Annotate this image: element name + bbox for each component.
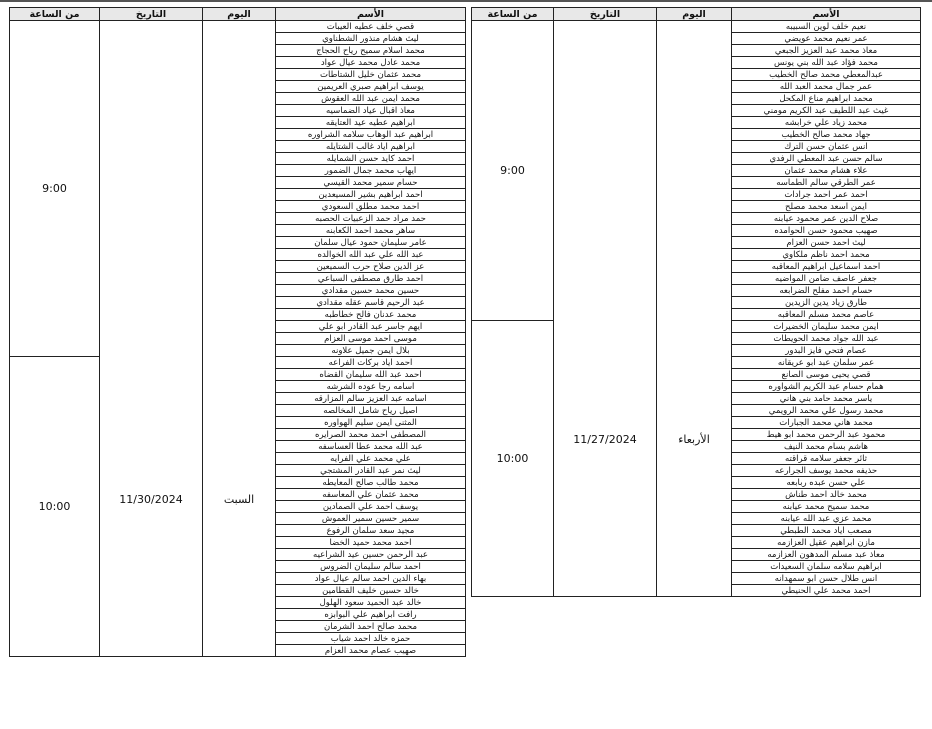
table-row [10,21,466,33]
student-name-cell: معاذ محمد عبد العزيز الجبعي [732,45,921,57]
student-name-cell: محمد سميح محمد عيابنه [732,501,921,513]
top-border-line [0,0,932,2]
student-name-cell: احمد طارق مصطفى السباعي [276,273,466,285]
student-name-cell: محمد خالد احمد طناش [732,489,921,501]
student-name-cell: علاء هشام محمد عثمان [732,165,921,177]
student-name-cell: صهيب محمود حسن الحوامده [732,225,921,237]
student-name-cell: حسين محمد حسين مقدادي [276,285,466,297]
student-name-cell: قصي خلف عطيه العيبات [276,21,466,33]
student-name-cell: محمد طالب صالح المعايطه [276,477,466,489]
student-name-cell: عبد الرحيم قاسم عقله مقدادي [276,297,466,309]
student-name-cell: همام حسام عبد الكريم الشواوره [732,381,921,393]
student-name-cell: احمد سالم سليمان الضروس [276,561,466,573]
session-time-cell: 10:00 [10,357,100,657]
student-name-cell: عامر سليمان حمود عيال سلمان [276,237,466,249]
student-name-cell: خالد عبد الحميد سعود الهلول [276,597,466,609]
header-time: من الساعة [472,8,554,21]
student-name-cell: علي حسن عبده ربابعه [732,477,921,489]
session-time-cell: 10:00 [472,321,554,597]
session-time-cell: 9:00 [472,21,554,321]
student-name-cell: صلاح الدين عمر محمود عيابنه [732,213,921,225]
student-name-cell: عز الدين صلاح حرب السميعين [276,261,466,273]
student-name-cell: اسامه رجا عوده الشرشه [276,381,466,393]
student-name-cell: سمير حسين سمير العموش [276,513,466,525]
student-name-cell: هاشم بسام محمد النيف [732,441,921,453]
student-name-cell: ابراهيم سلامه سلمان السعيدات [732,561,921,573]
student-name-cell: عمر جمال محمد العبد الله [732,81,921,93]
student-name-cell: محمد عثمان خليل الشتاطات [276,69,466,81]
student-name-cell: عبد الله محمد عطا العساسفه [276,441,466,453]
student-name-cell: محمد زياد علي خرابشه [732,117,921,129]
student-name-cell: ايهم جاسر عبد القادر ابو علي [276,321,466,333]
header-day: اليوم [657,8,732,21]
student-name-cell: عمر نعيم محمد عويضي [732,33,921,45]
header-name: الأسم [276,8,466,21]
student-name-cell: بلال ايمن جميل علاونه [276,345,466,357]
student-name-cell: اصيل رياح شامل المخالصه [276,405,466,417]
exam-date-cell: 11/30/2024 [100,21,203,657]
student-name-cell: احمد عبد الله سليمان القضاه [276,369,466,381]
schedule-table-right [471,7,921,597]
student-name-cell: عصام فتحي فايز البدور [732,345,921,357]
student-name-cell: ابراهيم اياد غالب الشتايله [276,141,466,153]
student-name-cell: طارق زياد يدين الزيدين [732,297,921,309]
schedule-table-left [9,7,466,657]
student-name-cell: محمد ايمن عبد الله العقوش [276,93,466,105]
student-name-cell: مصعب اياد محمد الطبطي [732,525,921,537]
student-name-cell: حسام احمد مفلح الضرابعه [732,285,921,297]
student-name-cell: مازن ابراهيم عقيل العزازمه [732,537,921,549]
exam-date-cell: 11/27/2024 [554,21,657,597]
student-name-cell: غيث عبد اللطيف عبد الكريم مومني [732,105,921,117]
student-name-cell: خالد حسين خليف القطامين [276,585,466,597]
student-name-cell: نعيم خلف لوين السبيبه [732,21,921,33]
student-name-cell: ايمن محمد سليمان الخضيرات [732,321,921,333]
student-name-cell: احمد كايد حسن الشمايله [276,153,466,165]
header-date: التاريخ [100,8,203,21]
student-name-cell: محمود عبد الرحمن محمد ابو هيط [732,429,921,441]
student-name-cell: ابراهيم عطيه عيد العتايقه [276,117,466,129]
student-name-cell: ليث هشام منذور الشطناوي [276,33,466,45]
student-name-cell: علي محمد علي الفرايه [276,453,466,465]
student-name-cell: ساهر محمد احمد الكعابنه [276,225,466,237]
student-name-cell: احمد محمد علي الحنيطي [732,585,921,597]
header-name: الأسم [732,8,921,21]
student-name-cell: حمزه خالد احمد شياب [276,633,466,645]
student-name-cell: محمد ابراهيم مناع المكحل [732,93,921,105]
exam-day-cell: الأربعاء [657,21,732,597]
student-name-cell: صهيب عصام محمد العزام [276,645,466,657]
student-name-cell: جعفر عاصف ضامن المواضيه [732,273,921,285]
student-name-cell: حذيفه محمد يوسف الجرارعه [732,465,921,477]
student-name-cell: معاذ عبد مسلم المدهون العزازمه [732,549,921,561]
student-name-cell: يوسف احمد علي الصمادين [276,501,466,513]
student-name-cell: ليث احمد حسن العزام [732,237,921,249]
student-name-cell: احمد محمد مطلق السعودي [276,201,466,213]
student-name-cell: محمد عثمان علي المعاسفه [276,489,466,501]
student-name-cell: مجيد سعد سلمان الرفوع [276,525,466,537]
header-row [472,8,921,21]
student-name-cell: ابراهيم عبد الوهاب سلامه الشراوره [276,129,466,141]
student-name-cell: محمد اسلام سميح رياح الحجاج [276,45,466,57]
student-name-cell: محمد عدنان فالح خطاطبه [276,309,466,321]
student-name-cell: عمر الطرقي سالم الطماسه [732,177,921,189]
student-name-cell: ليث نمر عبد القادر المشتجي [276,465,466,477]
student-name-cell: حمد مراد حمد الزعبيات الحصبه [276,213,466,225]
student-name-cell: احمد محمد حميد الخضا [276,537,466,549]
student-name-cell: جهاد محمد صالح الخطيب [732,129,921,141]
student-name-cell: ثائر جعفر سلامه قراقته [732,453,921,465]
student-name-cell: حسام سمير محمد القيسي [276,177,466,189]
student-name-cell: ياسر محمد حامد بني هاني [732,393,921,405]
student-name-cell: ايهاب محمد جمال الضمور [276,165,466,177]
student-name-cell: ايمن اسعد محمد مصلح [732,201,921,213]
table-row [472,21,921,33]
header-row [10,8,466,21]
student-name-cell: محمد صالح احمد الشرمان [276,621,466,633]
student-name-cell: سالم حسن عبد المعطي الرفدي [732,153,921,165]
student-name-cell: المصطفى احمد محمد الصرايره [276,429,466,441]
student-name-cell: اسامه عبد العزيز سالم المزارقه [276,393,466,405]
student-name-cell: بهاء الدين احمد سالم عيال عواد [276,573,466,585]
student-name-cell: احمد اسماعيل ابراهيم المعاقبه [732,261,921,273]
student-name-cell: انس طلال حسن ابو سمهدانه [732,573,921,585]
exam-day-cell: السبت [203,21,276,657]
student-name-cell: المثنى ايمن سليم الهواوره [276,417,466,429]
session-time-cell: 9:00 [10,21,100,357]
student-name-cell: عبدالمعطي محمد صالح الخطيب [732,69,921,81]
student-name-cell: محمد عزي عبد الله عيابنه [732,513,921,525]
student-name-cell: معاذ اقبال عياد الضماسيه [276,105,466,117]
student-name-cell: موسى احمد موسى العزام [276,333,466,345]
student-name-cell: محمد احمد ناظم ملكاوي [732,249,921,261]
student-name-cell: عبد الله جواد محمد الحويطات [732,333,921,345]
student-name-cell: عاصم محمد مسلم المعاقبه [732,309,921,321]
student-name-cell: احمد عمر احمد جرادات [732,189,921,201]
student-name-cell: احمد اياد بركات الفراعه [276,357,466,369]
student-name-cell: عبد الله علي عبد الله الخوالده [276,249,466,261]
student-name-cell: عبد الرحمن حسين عيد الشراعيه [276,549,466,561]
student-name-cell: محمد فؤاد عبد الله بني يونس [732,57,921,69]
student-name-cell: احمد ابراهيم بشير المسيعدين [276,189,466,201]
student-name-cell: رافت ابراهيم علي البوابزه [276,609,466,621]
student-name-cell: يوسف ابراهيم صبري العريمين [276,81,466,93]
header-day: اليوم [203,8,276,21]
student-name-cell: محمد عادل محمد عيال عواد [276,57,466,69]
student-name-cell: محمد رسول علي محمد الرويمي [732,405,921,417]
header-time: من الساعة [10,8,100,21]
student-name-cell: محمد هاني محمد الجبارات [732,417,921,429]
student-name-cell: انس عثمان حسن الترك [732,141,921,153]
student-name-cell: قصي يحيى موسى الصانع [732,369,921,381]
header-date: التاريخ [554,8,657,21]
student-name-cell: عمر سلمان عبد ابو عريقانه [732,357,921,369]
